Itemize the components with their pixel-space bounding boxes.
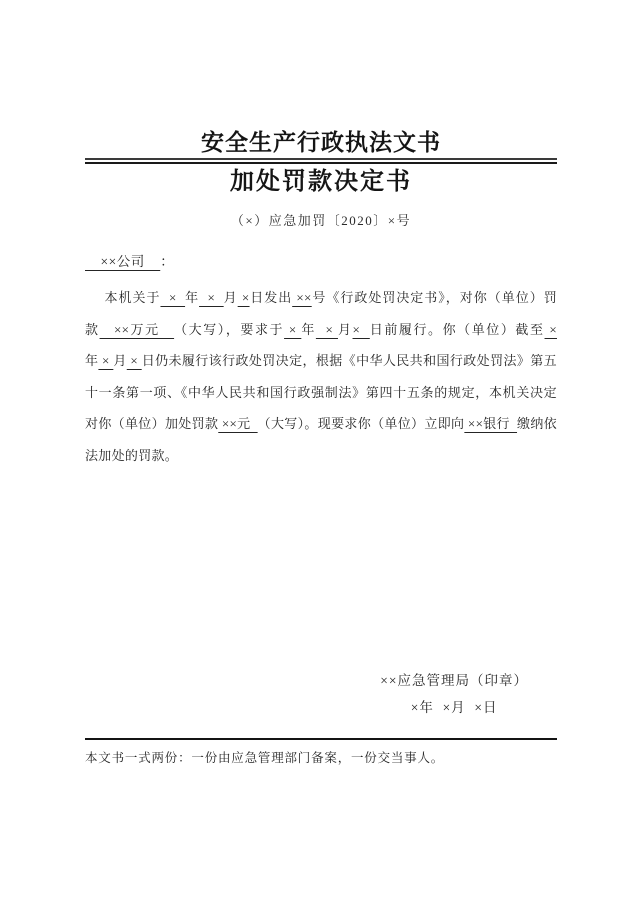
text-run: （大写），要求于 bbox=[174, 321, 285, 337]
doc-number: （×）应急加罚〔2020〕×号 bbox=[230, 213, 412, 228]
fill-in-blank: × bbox=[284, 321, 302, 337]
text-run: 月 bbox=[337, 321, 353, 337]
fill-in-blank: ××元 bbox=[218, 416, 258, 431]
footer-rule bbox=[85, 738, 557, 740]
text-run: ： bbox=[160, 254, 175, 269]
text-run: 月 bbox=[223, 290, 238, 305]
text-run: 月 bbox=[113, 353, 127, 368]
fill-in-blank: ×× bbox=[292, 290, 312, 305]
fill-in-blank: ××银行 bbox=[464, 416, 518, 431]
text-run: 日发出 bbox=[249, 290, 293, 305]
doc-title: 加处罚款决定书 bbox=[230, 169, 412, 195]
text-run: 年 bbox=[185, 290, 200, 305]
signature-block bbox=[380, 667, 528, 721]
text-run: （大写）。现要求你（单位）立即向 bbox=[257, 416, 465, 431]
fill-in-blank: × bbox=[199, 290, 224, 305]
fill-in-blank: × bbox=[160, 290, 186, 305]
fill-in-blank: × bbox=[126, 353, 142, 368]
fill-in-blank: × bbox=[315, 321, 338, 337]
doc-category-title: 安全生产行政执法文书 bbox=[201, 130, 441, 155]
header-double-rule bbox=[85, 158, 557, 164]
fill-in-blank: × bbox=[352, 321, 370, 337]
text-run: 年 bbox=[301, 321, 316, 337]
document-footer bbox=[85, 738, 557, 767]
fill-in-blank: ××公司 bbox=[85, 254, 161, 269]
signature-date: ×年 ×月 ×日 bbox=[410, 700, 498, 715]
issuing-authority: ××应急管理局（印章） bbox=[380, 673, 528, 688]
fill-in-blank: × bbox=[98, 353, 114, 368]
text-run: 日前履行。你（单位）截至 bbox=[369, 321, 545, 337]
body-paragraph bbox=[85, 282, 557, 471]
fill-in-blank: × bbox=[544, 321, 557, 337]
distribution-note: 本文书一式两份：一份由应急管理部门备案，一份交当事人。 bbox=[85, 751, 445, 765]
recipient-line bbox=[85, 252, 557, 272]
document-header bbox=[85, 129, 557, 229]
fill-in-blank: × bbox=[237, 290, 250, 305]
text-run: 号《行政处罚决定书》，对你（单位）罚款 bbox=[85, 290, 557, 337]
fill-in-blank: ××万元 bbox=[99, 321, 175, 337]
text-run: 本机关于 bbox=[104, 290, 161, 305]
text-run: 日仍未履行该行政处罚决定，根据《中华人民共和国行政处罚法》第五十一条第一项、《中华人民共和国行政强制法》第四十五条的规定，本机关决定对你（单位）加处罚款 bbox=[85, 353, 557, 431]
text-run: 缴纳依法加处的罚款。 bbox=[85, 416, 557, 463]
text-run: 年 bbox=[85, 353, 99, 368]
